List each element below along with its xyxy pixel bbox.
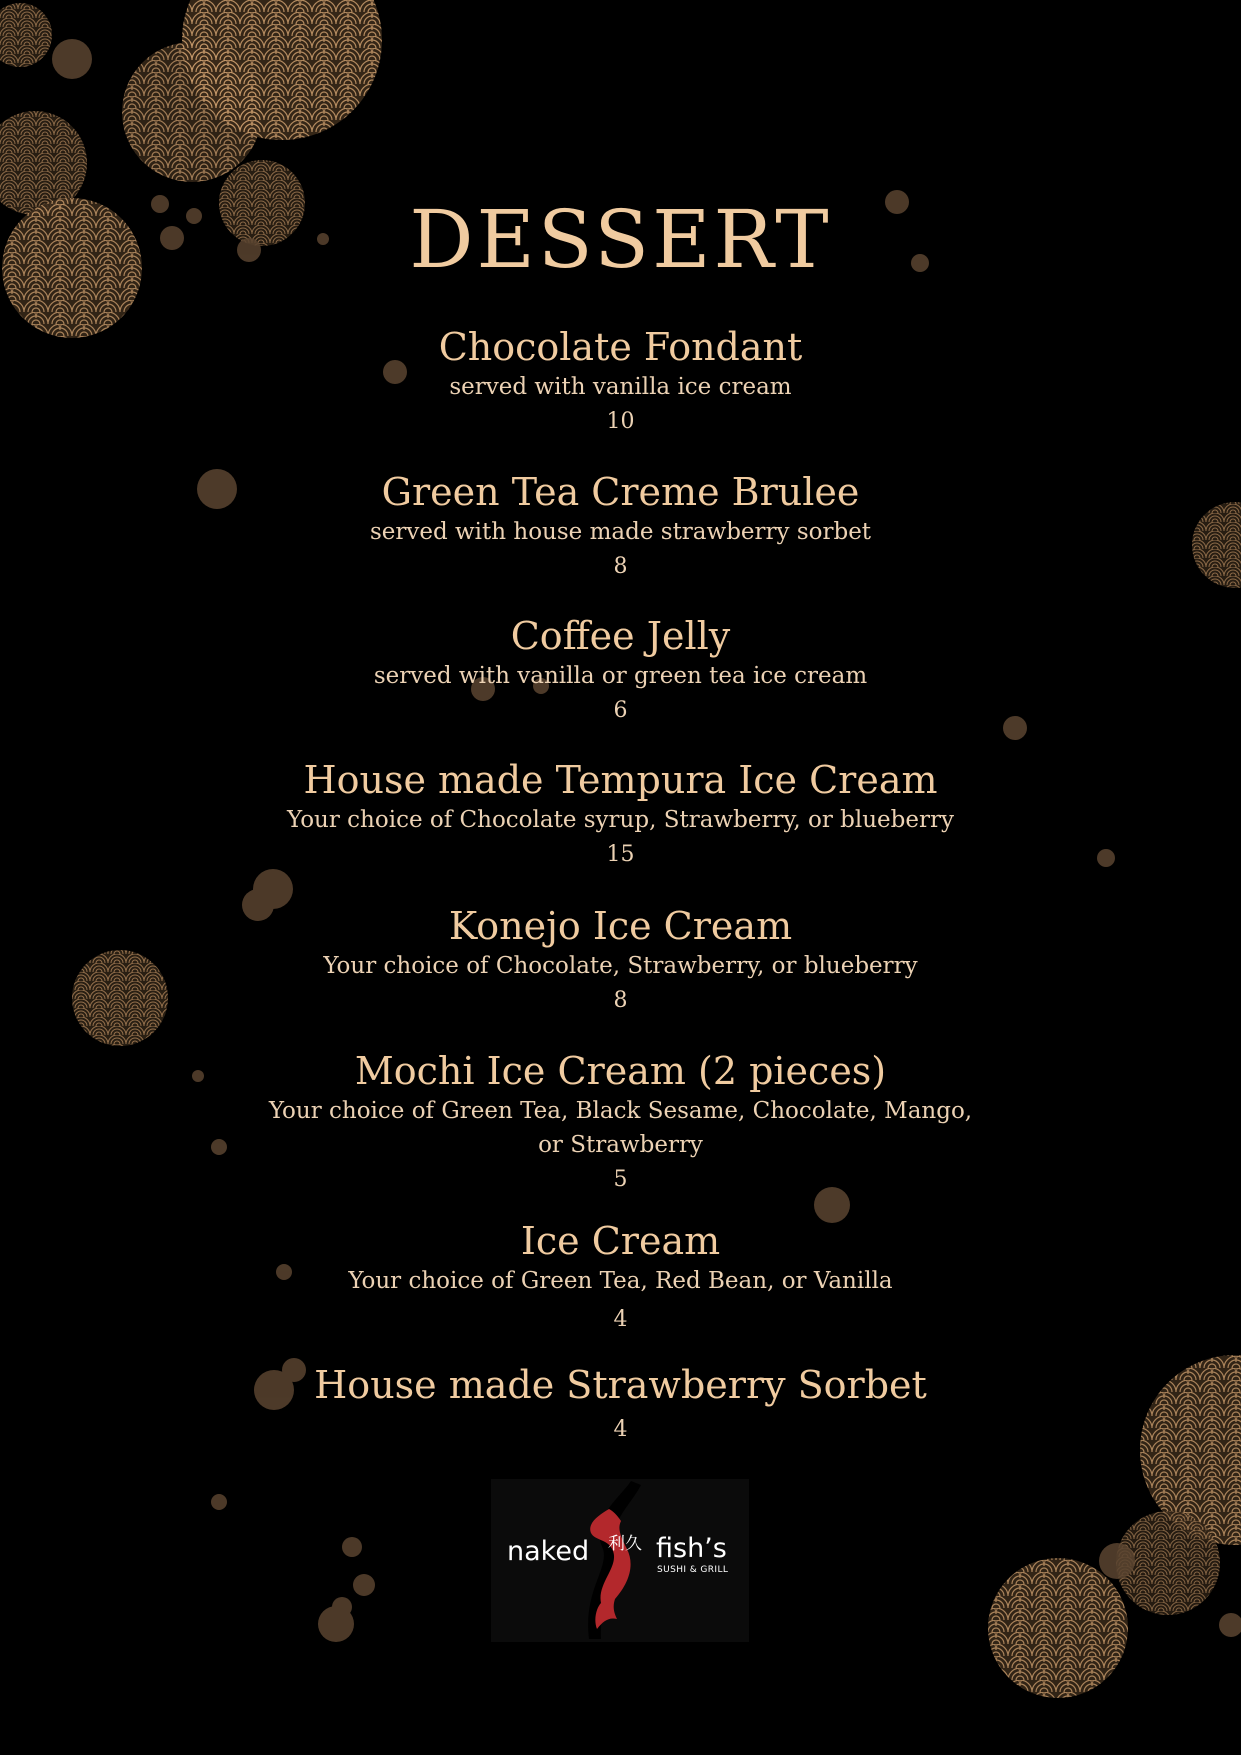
item-name: Chocolate Fondant: [438, 325, 803, 369]
item-price: 10: [606, 409, 635, 434]
item-description: served with house made strawberry sorbet: [369, 519, 872, 545]
item-name: Konejo Ice Cream: [448, 904, 793, 948]
menu-title: DESSERT: [409, 193, 832, 286]
logo-tagline: SUSHI & GRILL: [657, 1565, 729, 1575]
menu-item: [0, 613, 1241, 729]
item-price: 15: [606, 842, 635, 867]
item-price: 5: [613, 1167, 628, 1192]
logo-word-left: naked: [507, 1536, 590, 1567]
restaurant-logo: [491, 1479, 749, 1642]
logo-kanji: 利久: [608, 1534, 642, 1554]
item-price: 6: [613, 698, 628, 723]
item-description: served with vanilla ice cream: [449, 374, 792, 400]
item-price: 4: [613, 1307, 628, 1332]
menu-item: [0, 1218, 1241, 1338]
menu-item: [0, 1048, 1241, 1198]
item-description: Your choice of Green Tea, Red Bean, or Vanilla: [348, 1268, 893, 1294]
item-name: House made Strawberry Sorbet: [314, 1363, 927, 1407]
item-price: 4: [613, 1417, 628, 1442]
menu-item: [0, 324, 1241, 440]
item-price: 8: [613, 554, 628, 579]
item-description: Your choice of Green Tea, Black Sesame, Chocolate, Mango,: [268, 1098, 973, 1124]
item-name: Mochi Ice Cream (2 pieces): [354, 1049, 887, 1093]
logo-word-right: fish’s: [656, 1533, 727, 1564]
item-name: Ice Cream: [520, 1219, 721, 1263]
item-description: served with vanilla or green tea ice cream: [373, 663, 868, 689]
item-description: Your choice of Chocolate, Strawberry, or blueberry: [323, 953, 918, 979]
item-name: Coffee Jelly: [510, 614, 731, 658]
menu-item: [0, 757, 1241, 873]
menu-item: [0, 469, 1241, 585]
item-description: or Strawberry: [538, 1132, 703, 1158]
menu-item: [0, 903, 1241, 1019]
menu-item: [0, 1362, 1241, 1448]
item-price: 8: [613, 988, 628, 1013]
item-name: House made Tempura Ice Cream: [303, 758, 938, 802]
item-description: Your choice of Chocolate syrup, Strawberry, or blueberry: [287, 807, 954, 833]
item-name: Green Tea Creme Brulee: [381, 470, 860, 514]
